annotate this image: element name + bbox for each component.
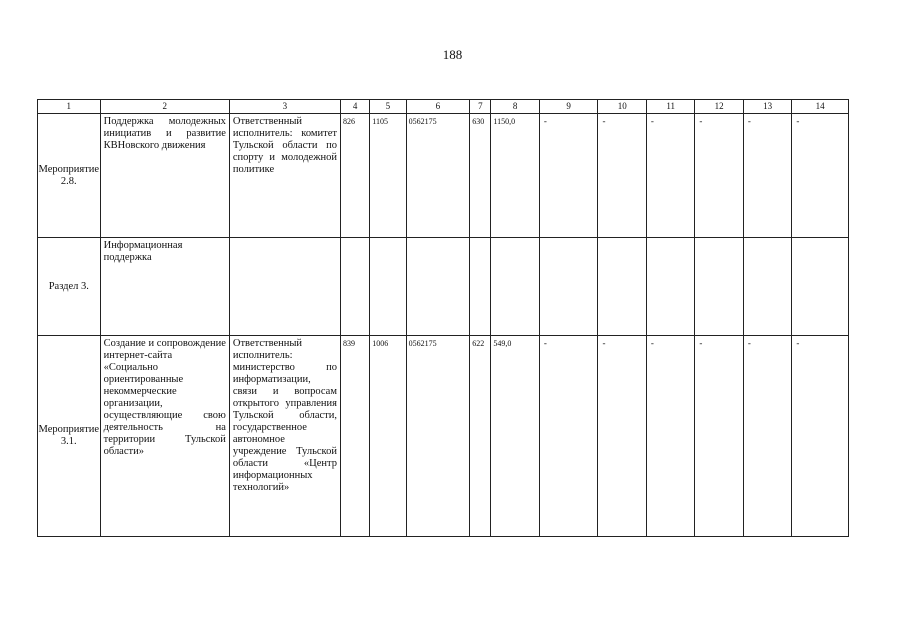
row-label: Раздел 3. <box>38 238 101 336</box>
row-label: Мероприятие 3.1. <box>38 336 101 537</box>
measure-name: Создание и сопровождение интернет-сайта «Социально ориентированные некоммерческие организации, осуществляющие свою деятельность на территории Тульской области» <box>100 336 229 537</box>
table-row <box>38 238 849 336</box>
cell-c12: - <box>695 336 743 537</box>
cell-c9: - <box>539 114 598 238</box>
cell-c6: 0562175 <box>406 336 470 537</box>
empty-cell <box>370 238 406 336</box>
col-header: 14 <box>792 100 849 114</box>
page-number: 188 <box>442 47 463 62</box>
cell-c5: 1006 <box>370 336 406 537</box>
col-header: 13 <box>743 100 791 114</box>
program-table <box>37 99 849 537</box>
cell-c7: 630 <box>470 114 491 238</box>
header-row <box>38 100 849 114</box>
col-header: 12 <box>695 100 743 114</box>
cell-c14: - <box>792 336 849 537</box>
col-header: 2 <box>100 100 229 114</box>
cell-c5: 1105 <box>370 114 406 238</box>
cell-c10: - <box>598 114 646 238</box>
empty-cell <box>340 238 369 336</box>
section-name: Информационная поддержка <box>100 238 229 336</box>
cell-c6: 0562175 <box>406 114 470 238</box>
cell-c8: 1150,0 <box>491 114 539 238</box>
cell-c9: - <box>539 336 598 537</box>
col-header: 11 <box>646 100 694 114</box>
cell-c13: - <box>743 114 791 238</box>
cell-c7: 622 <box>470 336 491 537</box>
empty-cell <box>491 238 539 336</box>
col-header: 4 <box>340 100 369 114</box>
empty-cell <box>743 238 791 336</box>
empty-cell <box>792 238 849 336</box>
col-header: 5 <box>370 100 406 114</box>
cell-c8: 549,0 <box>491 336 539 537</box>
empty-cell <box>470 238 491 336</box>
empty-cell <box>598 238 646 336</box>
col-header: 9 <box>539 100 598 114</box>
empty-cell <box>646 238 694 336</box>
measure-name: Поддержка молодежных инициатив и развитие КВНовского движения <box>100 114 229 238</box>
cell-c11: - <box>646 114 694 238</box>
empty-cell <box>539 238 598 336</box>
empty-cell <box>229 238 340 336</box>
col-header: 1 <box>38 100 101 114</box>
cell-c13: - <box>743 336 791 537</box>
row-label: Мероприятие 2.8. <box>38 114 101 238</box>
col-header: 3 <box>229 100 340 114</box>
cell-c14: - <box>792 114 849 238</box>
table-row <box>38 114 849 238</box>
col-header: 6 <box>406 100 470 114</box>
empty-cell <box>406 238 470 336</box>
cell-c12: - <box>695 114 743 238</box>
col-header: 7 <box>470 100 491 114</box>
cell-c4: 839 <box>340 336 369 537</box>
executor: Ответственный исполнитель: комитет Тульской области по спорту и молодежной политике <box>229 114 340 238</box>
empty-cell <box>695 238 743 336</box>
cell-c10: - <box>598 336 646 537</box>
cell-c11: - <box>646 336 694 537</box>
col-header: 8 <box>491 100 539 114</box>
col-header: 10 <box>598 100 646 114</box>
table-row <box>38 336 849 537</box>
cell-c4: 826 <box>340 114 369 238</box>
executor: Ответственный исполнитель: министерство по информатизации, связи и вопросам открытого управления Тульской области, государственное автономное учреждение Тульской области «Центр информационных технологий» <box>229 336 340 537</box>
